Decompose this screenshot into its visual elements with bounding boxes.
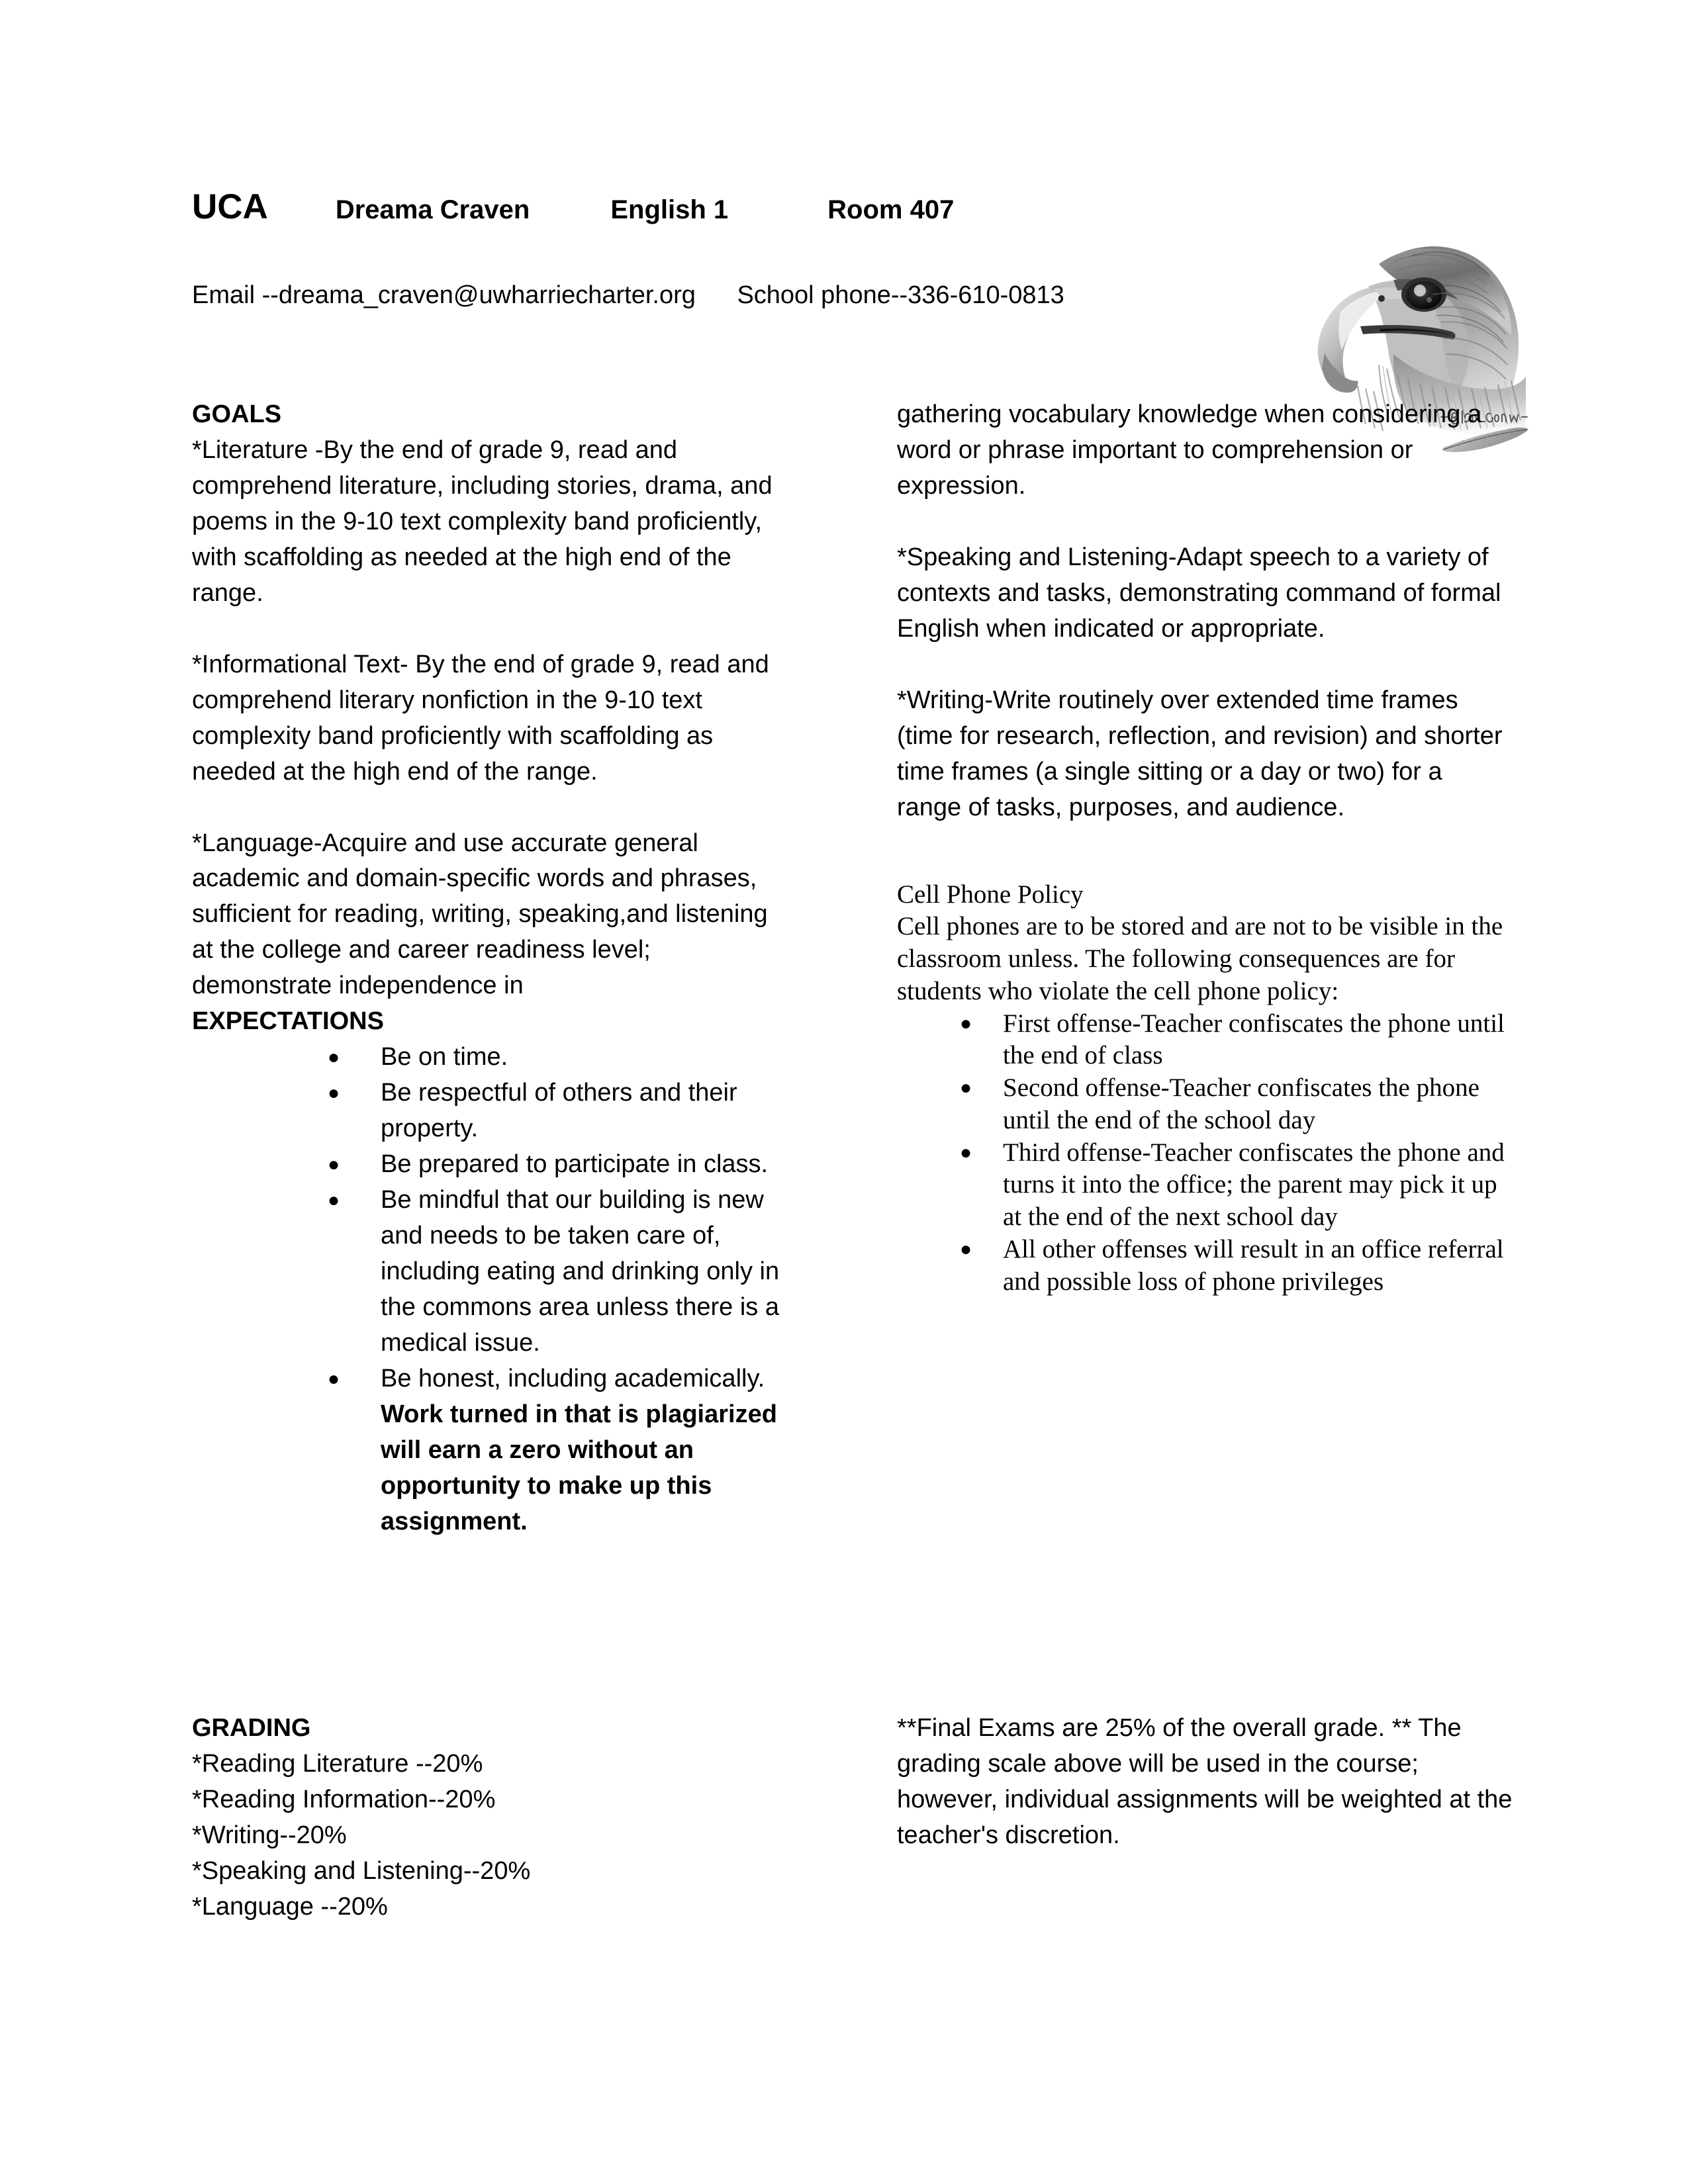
list-item [897, 1008, 1506, 1073]
spacer [897, 504, 1506, 540]
goals-heading: GOALS [192, 400, 282, 428]
list-item [897, 1137, 1506, 1234]
list-item-label: Be respectful of others and their property. [381, 1079, 737, 1143]
grading-heading: GRADING [192, 1714, 311, 1742]
bullet-icon: ● [960, 1077, 972, 1099]
goal-speaking-listening: *Speaking and Listening-Adapt speech to a variety of contexts and tasks, demonstrating command of formal English when indicated or appropriate. [897, 543, 1501, 643]
final-exams-section [897, 1711, 1513, 1854]
bullet-icon: ● [960, 1141, 972, 1163]
goal-language-part2: gathering vocabulary knowledge when considering a word or phrase important to comprehension or expression. [897, 400, 1482, 500]
expectations-heading: EXPECTATIONS [192, 1007, 384, 1036]
bullet-icon: ● [328, 1082, 340, 1105]
cell-phone-policy-heading: Cell Phone Policy [897, 880, 1084, 909]
room-number: Room 407 [827, 195, 955, 224]
list-item [192, 1183, 788, 1361]
bullet-icon: ● [328, 1154, 340, 1176]
teacher-name: Dreama Craven [335, 195, 530, 224]
list-item [897, 1072, 1506, 1137]
goal-language-part1: *Language-Acquire and use accurate general academic and domain-specific words and phrases, sufficient for reading, writing, speaking,and listening at the college and career readiness level; demonstrate independence in [192, 829, 768, 1000]
grading-item-reading-information: *Reading Information--20% [192, 1785, 496, 1813]
expectations-list [192, 1040, 788, 1539]
left-column [192, 397, 788, 1540]
list-item [192, 1361, 788, 1540]
list-item [897, 1234, 1506, 1298]
right-column [897, 397, 1506, 1298]
goal-literature: *Literature -By the end of grade 9, read and comprehend literature, including stories, drama, and poems in the 9-10 text complexity band proficiently, with scaffolding as needed at the high end of the range. [192, 435, 773, 607]
grading-item-speaking-listening: *Speaking and Listening--20% [192, 1856, 531, 1885]
list-item-label: Be prepared to participate in class. [381, 1150, 769, 1179]
grading-item-writing: *Writing--20% [192, 1821, 347, 1849]
cell-phone-policy-section [897, 879, 1506, 1298]
school-phone: School phone--336-610-0813 [737, 281, 1064, 309]
contact-line [192, 281, 1064, 310]
list-item-label: Third offense-Teacher confiscates the phone and turns it into the office; the parent may pick it up at the end of the next school day [1003, 1138, 1505, 1232]
bullet-icon: ● [328, 1367, 340, 1390]
list-item-label: Be honest, including academically. [381, 1364, 765, 1392]
document-header [192, 187, 1317, 227]
list-item-label: First offense-Teacher confiscates the phone until the end of class [1003, 1009, 1505, 1070]
plagiarism-warning: Work turned in that is plagiarized will earn a zero without an opportunity to make up this assignment. [381, 1400, 777, 1535]
bullet-icon: ● [960, 1012, 972, 1034]
list-item-label: Second offense-Teacher confiscates the phone until the end of the school day [1003, 1073, 1479, 1134]
final-exams-note: **Final Exams are 25% of the overall grade. ** The grading scale above will be used in the course; however, individual assignments will be weighted at the teacher's discretion. [897, 1714, 1513, 1849]
bullet-icon: ● [328, 1189, 340, 1212]
email-address: Email --dreama_craven@uwharriecharter.org [192, 281, 696, 309]
grading-item-reading-literature: *Reading Literature --20% [192, 1749, 483, 1778]
spacer [192, 790, 788, 826]
list-item [192, 1075, 788, 1147]
cell-phone-policy-intro: Cell phones are to be stored and are not to be visible in the classroom unless. The following consequences are for students who violate the cell phone policy: [897, 912, 1503, 1005]
list-item-label: Be mindful that our building is new and needs to be taken care of, including eating and drinking only in the commons area unless there is a medical issue. [381, 1186, 780, 1357]
spacer [897, 647, 1506, 683]
list-item [192, 1040, 788, 1075]
cell-phone-consequences-list [897, 1008, 1506, 1298]
bullet-icon: ● [328, 1046, 340, 1069]
grading-section [192, 1711, 788, 1925]
goal-informational-text: *Informational Text- By the end of grade 9, read and comprehend literary nonfiction in the 9-10 text complexity band proficiently with scaffolding as needed at the high end of the range. [192, 650, 769, 786]
list-item-label: Be on time. [381, 1043, 508, 1071]
grading-item-language: *Language --20% [192, 1892, 388, 1921]
list-item [192, 1147, 788, 1183]
school-abbreviation: UCA [192, 187, 268, 226]
bullet-icon: ● [960, 1238, 972, 1260]
list-item-label: All other offenses will result in an office referral and possible loss of phone privileges [1003, 1234, 1504, 1296]
course-name: English 1 [610, 195, 729, 224]
spacer [192, 612, 788, 647]
spacer [897, 826, 1506, 879]
goal-writing: *Writing-Write routinely over extended time frames (time for research, reflection, and revision) and shorter time frames (a single sitting or a day or two) for a range of tasks, purposes, and audience. [897, 686, 1503, 821]
